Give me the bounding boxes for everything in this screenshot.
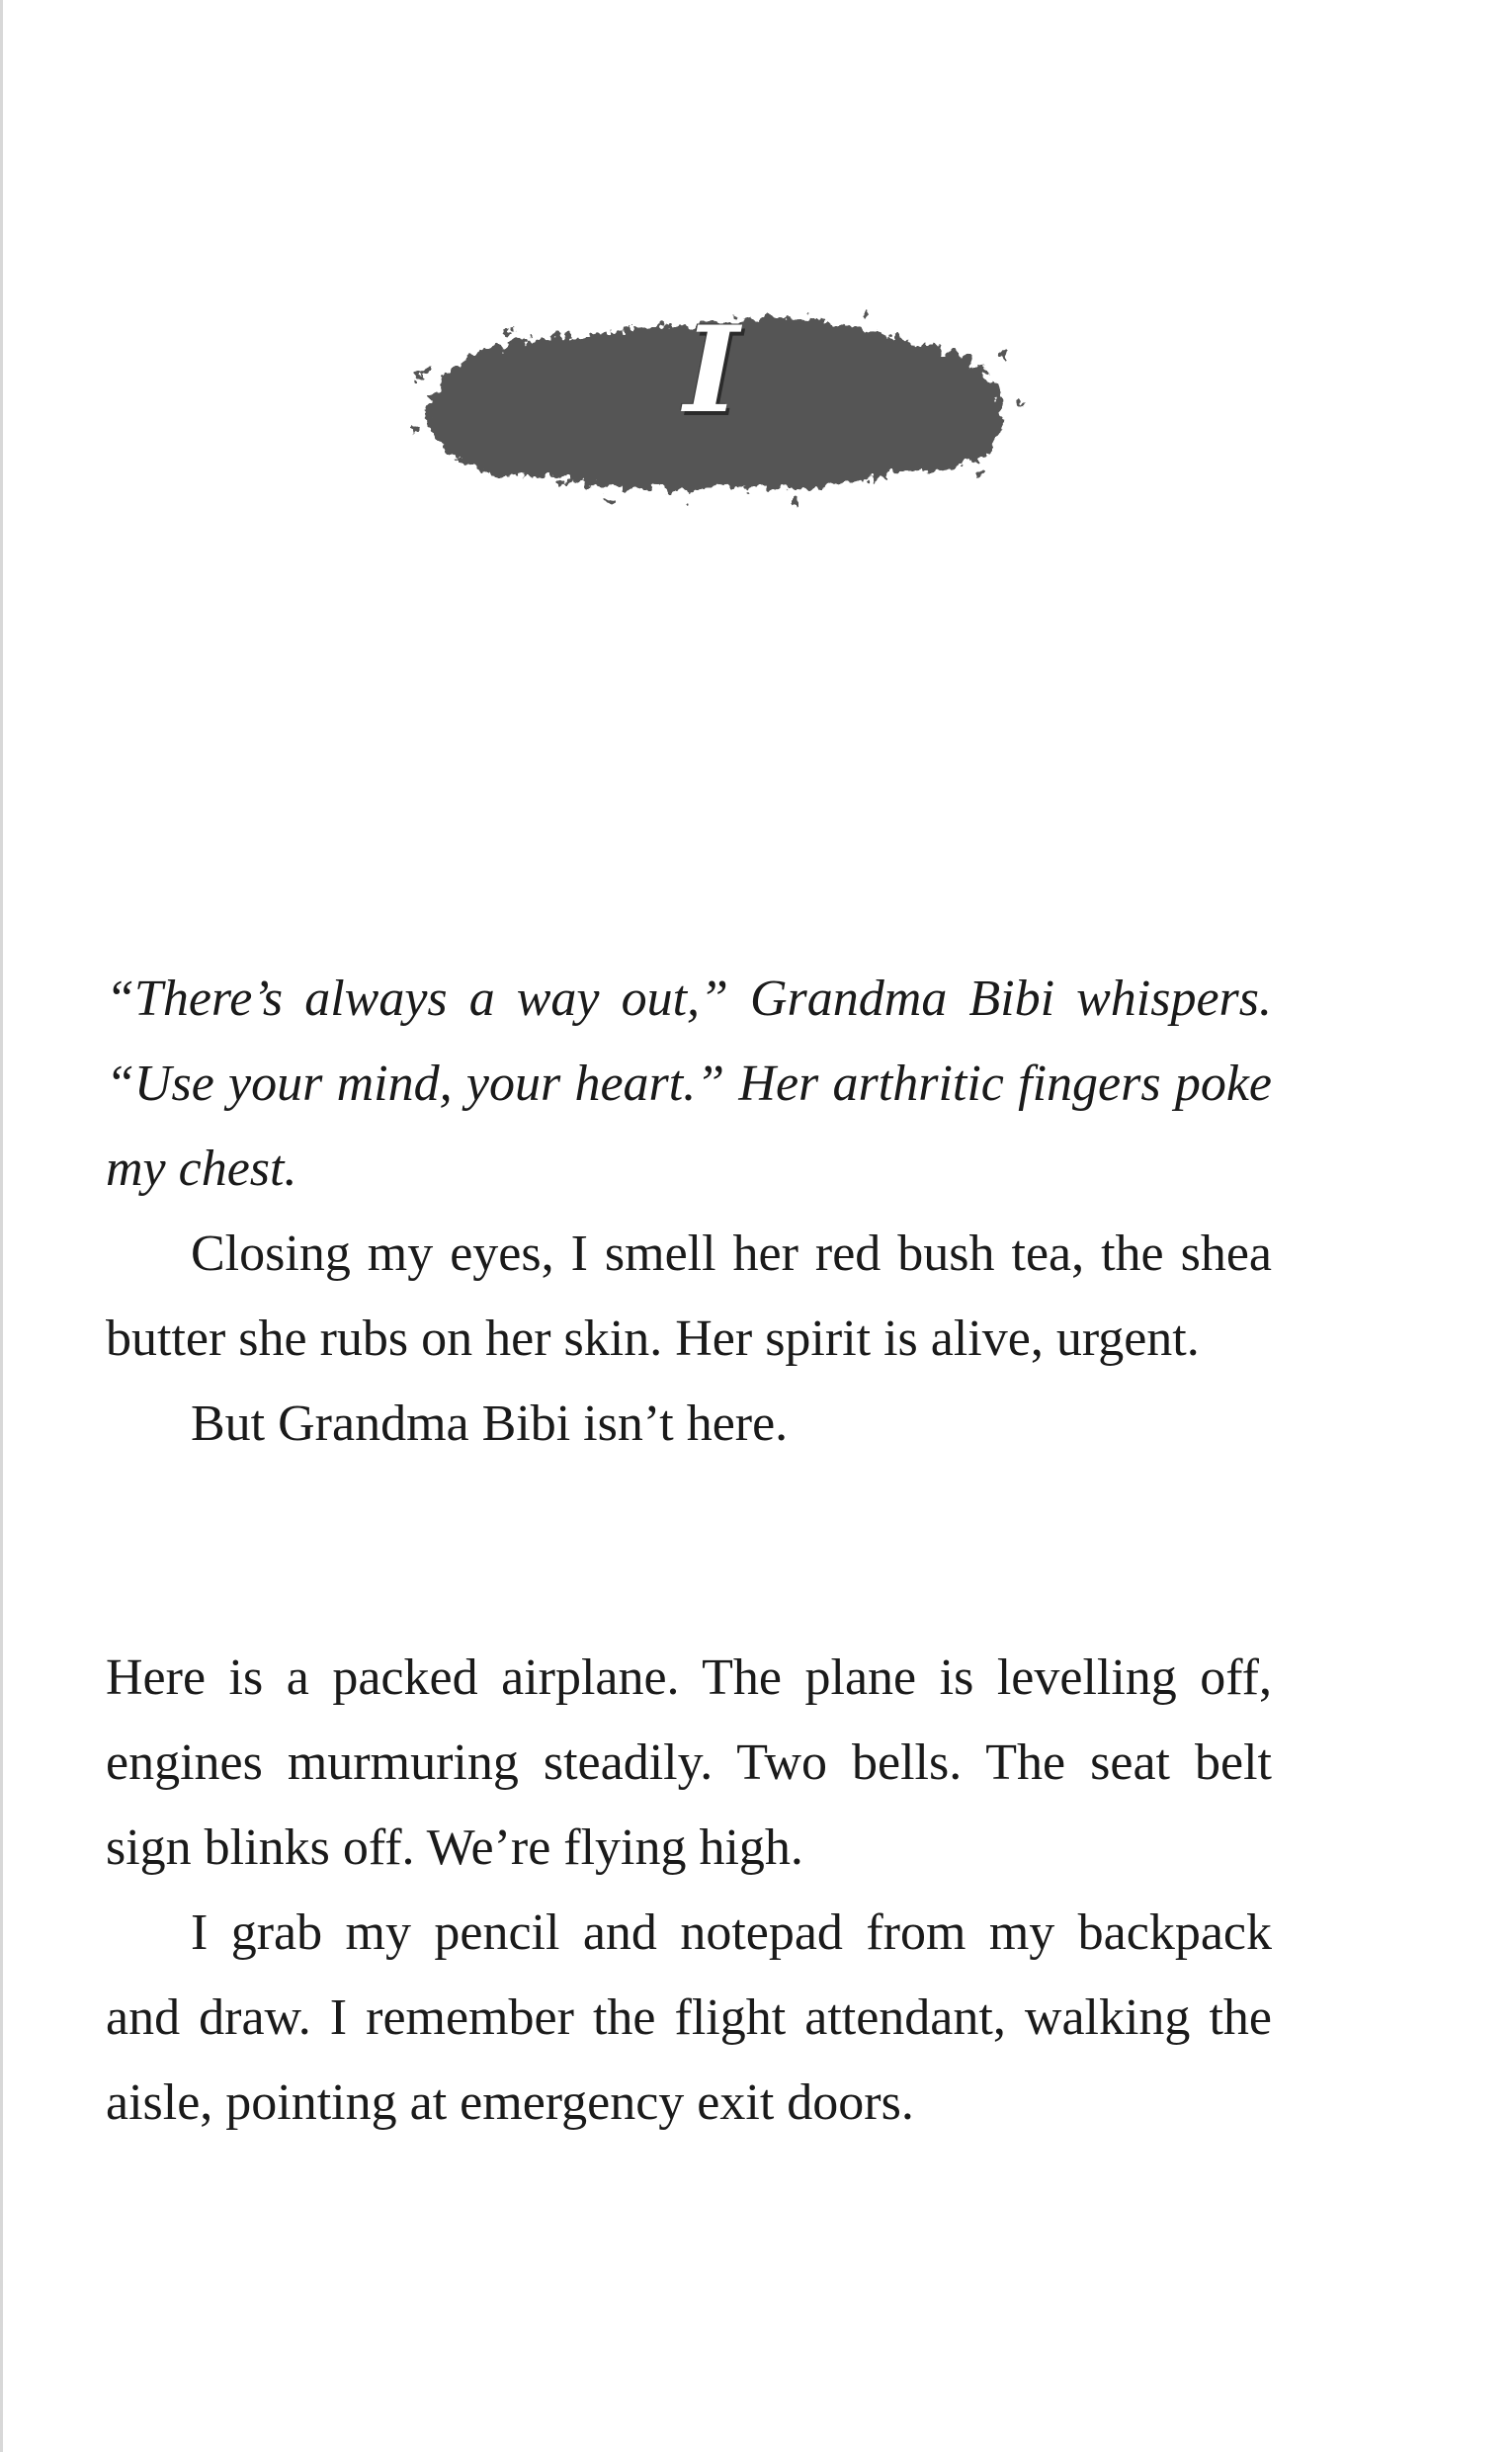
paragraph: Closing my eyes, I smell her red bush tea, the shea butter she rubs on her skin. Her spirit is alive, urgent. — [106, 1226, 1272, 1367]
chapter-number: I — [683, 300, 740, 440]
paragraph: “There’s always a way out,” Grandma Bibi whispers. “Use your mind, your heart.” Her arthritic fingers poke my chest. — [106, 971, 1272, 1197]
paragraph: But Grandma Bibi isn’t here. — [191, 1395, 789, 1452]
page-edge — [0, 0, 3, 2452]
chapter-heading — [390, 262, 1033, 539]
section-opening — [106, 957, 1272, 1467]
section-airplane — [106, 1636, 1272, 2146]
paragraph: Here is a packed airplane. The plane is levelling off, engines murmuring steadily. Two bells. The seat belt sign blinks off. We’re flying high. — [106, 1649, 1272, 1876]
paragraph: I grab my pencil and notepad from my backpack and draw. I remember the flight attendant, walking the aisle, pointing at emergency exit doors. — [106, 1904, 1272, 2131]
